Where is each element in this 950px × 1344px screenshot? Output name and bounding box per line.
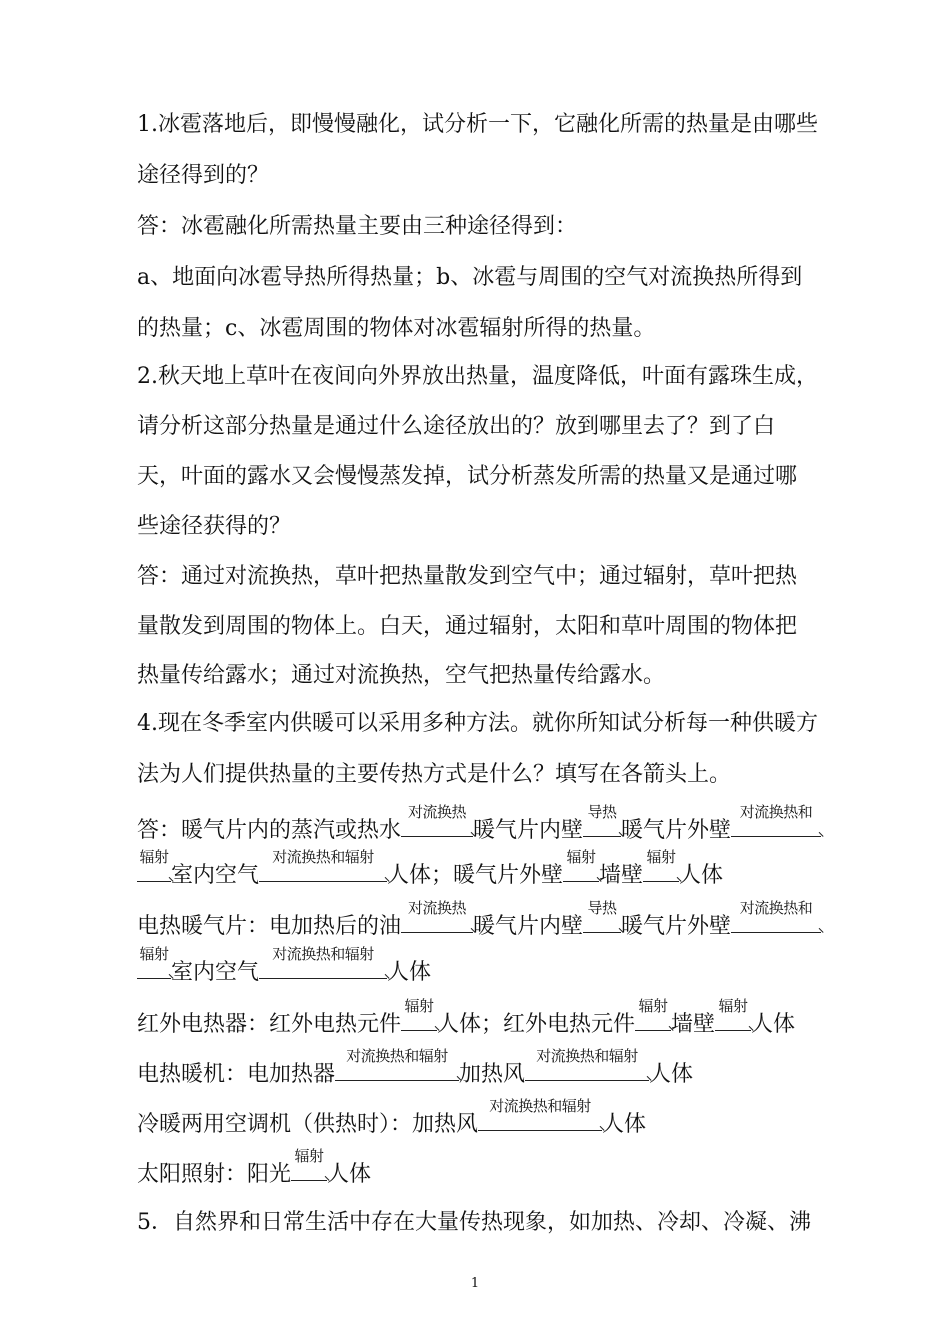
heating-chain-electric-fan-heater bbox=[137, 1047, 817, 1090]
question-2-line-3: 天，叶面的露水又会慢慢蒸发掉，试分析蒸发所需的热量又是通过哪 bbox=[137, 464, 798, 489]
arrow bbox=[731, 803, 821, 837]
heating-chain-electric-radiator-line-2 bbox=[137, 945, 817, 988]
answer-1-line-3: 的热量；c、冰雹周围的物体对冰雹辐射所得的热量。 bbox=[137, 316, 656, 341]
chain-text: 人体；暖气片外壁 bbox=[387, 863, 564, 888]
arrow-label: 对流换热和辐射 bbox=[272, 945, 374, 963]
chain-text: 人体 bbox=[649, 1062, 694, 1087]
arrow bbox=[635, 997, 671, 1031]
chain-text: 暖气片外壁 bbox=[621, 818, 732, 843]
arrow-label: 辐射 bbox=[139, 945, 169, 963]
question-4-line-1: 4.现在冬季室内供暖可以采用多种方法。就你所知试分析每一种供暖方 bbox=[137, 711, 818, 736]
answer-2-line-2: 量散发到周围的物体上。白天，通过辐射，太阳和草叶周围的物体把 bbox=[137, 614, 798, 639]
question-2-line-4: 些途径获得的？ bbox=[137, 514, 292, 539]
arrow-label: 对流换热和辐射 bbox=[272, 848, 374, 866]
arrow bbox=[583, 899, 621, 933]
chain-text: 墙壁 bbox=[671, 1012, 716, 1037]
chain-text: 人体 bbox=[327, 1162, 372, 1187]
heating-chain-infrared-heater bbox=[137, 997, 817, 1040]
chain-text: 红外电热器：红外电热元件 bbox=[137, 1012, 402, 1037]
arrow bbox=[583, 803, 621, 837]
arrow bbox=[401, 803, 473, 837]
chain-text: 人体 bbox=[751, 1012, 796, 1037]
arrow bbox=[401, 899, 473, 933]
question-2-line-2: 请分析这部分热量是通过什么途径放出的？放到哪里去了？到了白 bbox=[137, 414, 776, 439]
chain-text: 墙壁 bbox=[599, 863, 644, 888]
arrow-label: 辐射 bbox=[646, 848, 676, 866]
arrow bbox=[335, 1047, 459, 1081]
chain-text: 答：暖气片内的蒸汽或热水 bbox=[137, 818, 402, 843]
arrow bbox=[259, 945, 387, 979]
chain-text: 加热风 bbox=[459, 1062, 526, 1087]
arrow bbox=[563, 848, 599, 882]
chain-text: 电热暖机：电加热器 bbox=[137, 1062, 336, 1087]
chain-text: 人体 bbox=[387, 960, 432, 985]
arrow-label: 辐射 bbox=[638, 997, 668, 1015]
arrow bbox=[291, 1147, 327, 1181]
heating-chain-radiator-line-2 bbox=[137, 848, 817, 891]
arrow-label: 对流换热和辐射 bbox=[489, 1097, 591, 1115]
arrow-label: 导热 bbox=[587, 803, 617, 821]
arrow-label: 导热 bbox=[587, 899, 617, 917]
arrow-label: 辐射 bbox=[718, 997, 748, 1015]
heating-chain-air-conditioner bbox=[137, 1097, 817, 1140]
chain-text: 室内空气 bbox=[171, 863, 260, 888]
chain-text: 太阳照射：阳光 bbox=[137, 1162, 292, 1187]
chain-text: 人体 bbox=[602, 1112, 647, 1137]
arrow-label: 对流换热和 bbox=[739, 803, 813, 821]
heating-chain-sunlight bbox=[137, 1147, 817, 1190]
arrow bbox=[478, 1097, 602, 1131]
arrow-label: 辐射 bbox=[404, 997, 434, 1015]
arrow bbox=[731, 899, 821, 933]
arrow bbox=[137, 945, 171, 979]
chain-text: 人体 bbox=[679, 863, 724, 888]
question-1-line-2: 途径得到的？ bbox=[137, 163, 270, 188]
arrow bbox=[715, 997, 751, 1031]
chain-text: 人体；红外电热元件 bbox=[437, 1012, 636, 1037]
answer-2-line-1: 答：通过对流换热，草叶把热量散发到空气中；通过辐射，草叶把热 bbox=[137, 564, 798, 589]
question-5-line-1: 5．自然界和日常生活中存在大量传热现象，如加热、冷却、冷凝、沸 bbox=[137, 1210, 811, 1235]
chain-text: 暖气片内壁 bbox=[473, 818, 584, 843]
question-4-line-2: 法为人们提供热量的主要传热方式是什么？填写在各箭头上。 bbox=[137, 762, 732, 787]
arrow bbox=[137, 848, 171, 882]
question-1-line-1: 1.冰雹落地后，即慢慢融化，试分析一下，它融化所需的热量是由哪些 bbox=[137, 112, 818, 137]
chain-text: 室内空气 bbox=[171, 960, 260, 985]
answer-2-line-3: 热量传给露水；通过对流换热，空气把热量传给露水。 bbox=[137, 663, 666, 688]
chain-text: 冷暖两用空调机（供热时）：加热风 bbox=[137, 1112, 479, 1137]
question-2-line-1: 2.秋天地上草叶在夜间向外界放出热量，温度降低，叶面有露珠生成， bbox=[137, 364, 818, 389]
heating-chain-electric-radiator-line-1 bbox=[137, 899, 817, 942]
chain-text: 电热暖气片：电加热后的油 bbox=[137, 914, 402, 939]
arrow bbox=[643, 848, 679, 882]
arrow-label: 对流换热和辐射 bbox=[536, 1047, 638, 1065]
arrow-label: 辐射 bbox=[294, 1147, 324, 1165]
arrow-label: 辐射 bbox=[139, 848, 169, 866]
arrow-label: 对流换热 bbox=[408, 803, 467, 821]
answer-1-line-1: 答：冰雹融化所需热量主要由三种途径得到： bbox=[137, 214, 578, 239]
arrow-label: 对流换热和辐射 bbox=[346, 1047, 448, 1065]
heating-chain-radiator-line-1 bbox=[137, 803, 817, 846]
arrow-label: 辐射 bbox=[566, 848, 596, 866]
chain-text: 暖气片内壁 bbox=[473, 914, 584, 939]
chain-text: 暖气片外壁 bbox=[621, 914, 732, 939]
arrow bbox=[259, 848, 387, 882]
arrow bbox=[525, 1047, 649, 1081]
arrow bbox=[401, 997, 437, 1031]
arrow-label: 对流换热 bbox=[408, 899, 467, 917]
arrow-label: 对流换热和 bbox=[739, 899, 813, 917]
answer-1-line-2: a、地面向冰雹导热所得热量；b、冰雹与周围的空气对流换热所得到 bbox=[137, 265, 803, 290]
page-number: 1 bbox=[470, 1276, 480, 1291]
